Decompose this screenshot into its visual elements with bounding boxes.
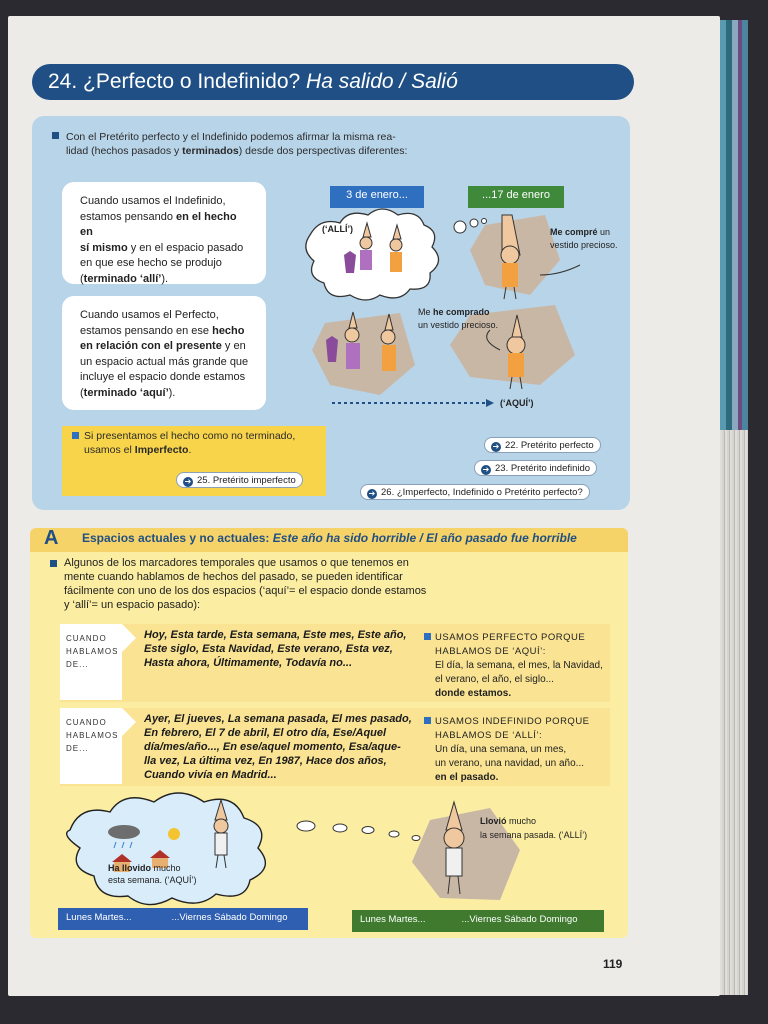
arrow-right-icon: ➔ — [492, 442, 500, 451]
section-letter: A — [44, 527, 59, 549]
thought-dot — [470, 219, 478, 227]
week-bar-left: Lunes Martes... ...Viernes Sábado Domingo — [58, 908, 308, 930]
card-perfecto: Cuando usamos el Perfecto, estamos pensando en ese hecho en relación con el presente y en un espacio actual más grande que incluye el espacio donde estamos (terminado ‘aquí’). — [62, 296, 266, 410]
speech-indefinido: Me compré un vestido precioso. — [550, 227, 618, 250]
section-a-title: Espacios actuales y no actuales: Este año ha sido horrible / El año pasado fue horrible — [82, 531, 577, 545]
aqui-label: (‘AQUÍ’) — [500, 398, 534, 408]
markers-indefinido: Ayer, El jueves, La semana pasada, El mes pasado, En febrero, El 7 de abril, El otro día, Ese/Aquel día/mes/año..., En ese/aquel momento, Esa/aque- lla vez, La última vez, En 1987, Hace dos años, Cuando vivía en Madrid... — [144, 713, 412, 781]
arrow-right-icon: ➔ — [184, 477, 192, 486]
tag-jan-17: ...17 de enero — [468, 186, 564, 208]
usage-perfecto: USAMOS PERFECTO PORQUE HABLAMOS DE ‘AQUÍ’: El día, la semana, el mes, la Navidad, el verano, el año, el siglo... donde estamos. — [435, 632, 603, 699]
chapter-title-main: ¿Perfecto o Indefinido? — [83, 70, 301, 93]
week-bar-right: Lunes Martes... ...Viernes Sábado Domingo — [352, 910, 604, 932]
ref-link-23[interactable]: ➔ 23. Pretérito indefinido — [474, 460, 597, 476]
chapter-number: 24. — [48, 70, 78, 93]
thought-dot — [412, 836, 420, 841]
sun-icon — [168, 828, 180, 840]
thought-dot — [482, 219, 487, 224]
bullet-icon — [52, 132, 59, 139]
bullet-icon — [72, 432, 79, 439]
usage-indefinido: USAMOS INDEFINIDO PORQUE HABLAMOS DE ‘ALLÍ’: Un día, una semana, un mes, un verano, una navidad, un año... en el pasado. — [435, 716, 590, 783]
speech-perfecto: Me he comprado un vestido precioso. — [418, 307, 499, 330]
imperfecto-note-text: Si presentamos el hecho como no terminado, usamos el Imperfecto. — [84, 430, 296, 456]
thought-cloud — [67, 793, 266, 905]
ref-link-26[interactable]: ➔ 26. ¿Imperfecto, Indefinido o Pretérito perfecto? — [360, 484, 590, 500]
thought-dot — [297, 821, 315, 831]
row-label: CUANDO HABLAMOS DE... — [60, 708, 122, 784]
arrow-right-icon: ➔ — [482, 465, 490, 474]
intro-paragraph — [66, 130, 486, 158]
chapter-title — [32, 64, 634, 100]
chevron-right-icon — [122, 624, 136, 700]
arrow-head-icon — [486, 399, 494, 407]
markers-perfecto: Hoy, Esta tarde, Esta semana, Este mes, Este año, Este siglo, Esta Navidad, Este verano, Esta vez, Hasta ahora, Últimamente, Todavía no... — [144, 629, 407, 669]
bullet-icon — [424, 633, 431, 640]
weather-illustration — [50, 790, 610, 910]
ha-llovido-caption: Ha llovido mucho esta semana. (‘AQUÍ’) — [108, 863, 197, 885]
intro-line: lidad (hechos pasados y terminados) desde dos perspectivas diferentes: — [66, 145, 408, 157]
arrow-right-icon: ➔ — [368, 489, 376, 498]
thought-dot — [333, 824, 347, 832]
intro-line: Con el Pretérito perfecto y el Indefinido podemos afirmar la misma rea- — [66, 131, 396, 143]
thought-dot — [362, 827, 374, 834]
thought-dot — [389, 831, 399, 837]
thought-cloud — [306, 209, 439, 300]
card-indefinido: Cuando usamos el Indefinido, estamos pensando en el hecho en sí mismo y en el espacio pasado en que ese hecho se produjo (terminado ‘allí’). — [62, 182, 266, 284]
tag-jan-3: 3 de enero... — [330, 186, 424, 208]
alli-label: (‘ALLÍ’) — [322, 224, 353, 234]
ref-link-25[interactable]: ➔ 25. Pretérito imperfecto — [176, 472, 303, 488]
section-a-paragraph: Algunos de los marcadores temporales que usamos o que tenemos en mente cuando hablamos de hechos del pasado, se pueden identificar fácilmente con uno de los dos espacios (‘aquí’= el espacio donde estamos y ‘allí’= un espacio pasado): — [64, 557, 427, 611]
row-label: CUANDO HABLAMOS DE... — [60, 624, 122, 700]
page-number: 119 — [603, 957, 623, 971]
chapter-title-italic: Ha salido / Salió — [306, 70, 458, 93]
chevron-right-icon — [122, 708, 136, 784]
llovio-caption: Llovió mucho la semana pasada. (‘ALLÍ’) — [480, 816, 588, 840]
bullet-icon — [50, 560, 57, 567]
bullet-icon — [424, 717, 431, 724]
thought-dot — [454, 221, 466, 233]
ref-link-22[interactable]: ➔ 22. Pretérito perfecto — [484, 437, 601, 453]
